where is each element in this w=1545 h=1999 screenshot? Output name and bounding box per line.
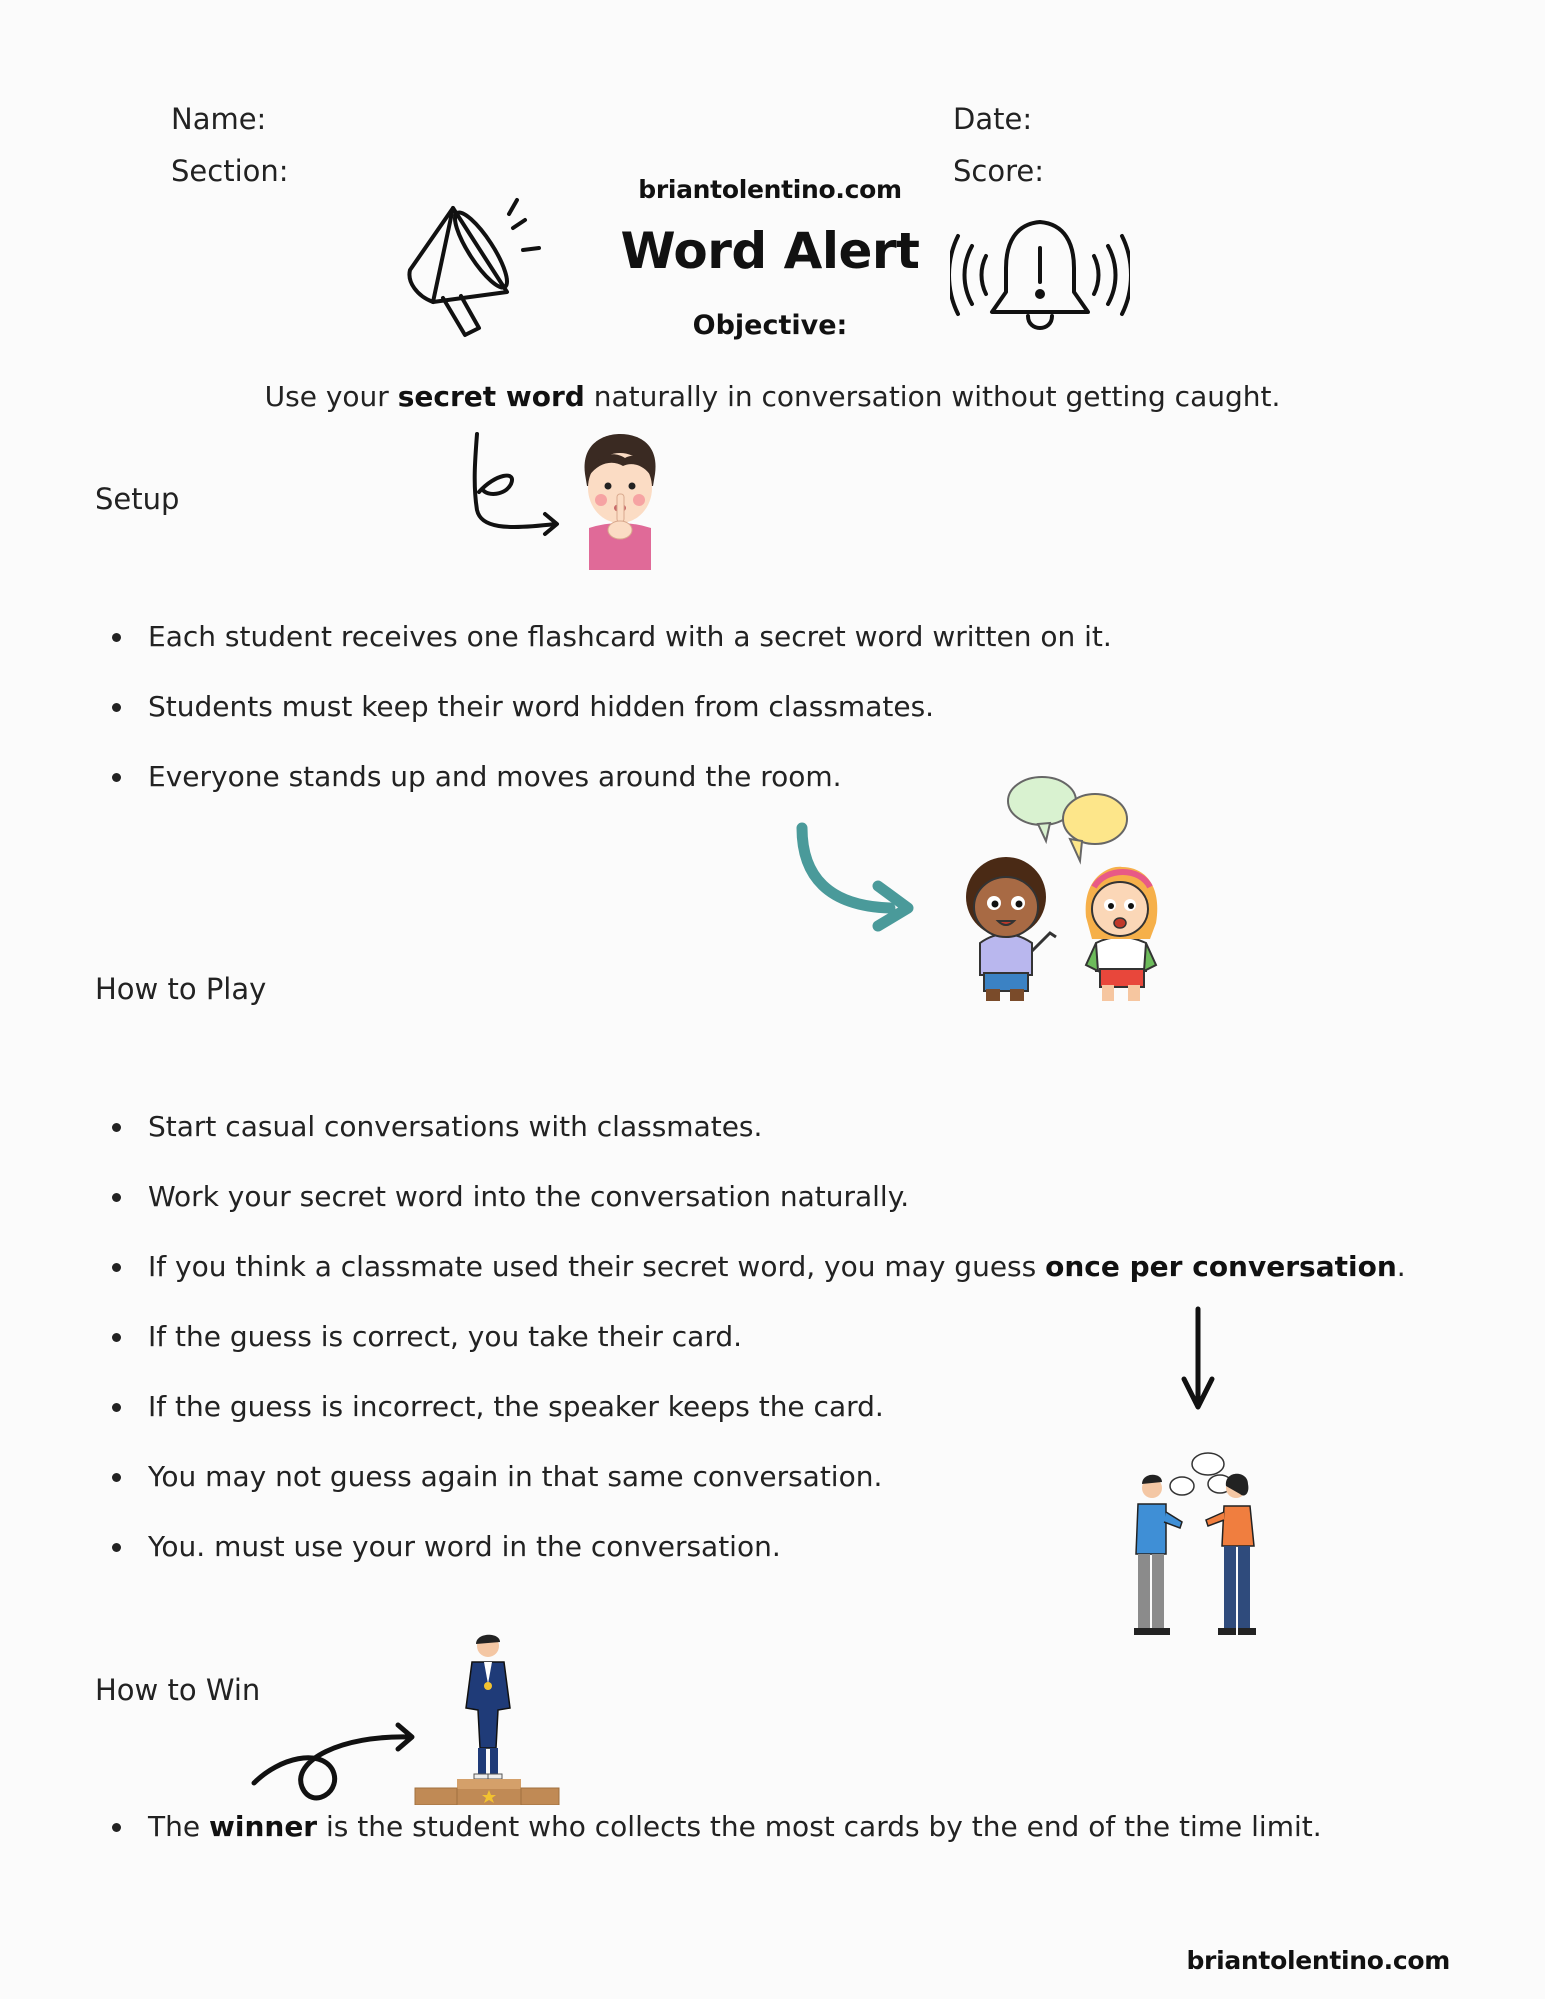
name-label: Name: bbox=[171, 102, 267, 136]
objective-heading: Objective: bbox=[692, 310, 848, 341]
podium-winner-illustration bbox=[412, 1630, 562, 1805]
objective-text bbox=[0, 380, 1545, 413]
down-arrow-icon bbox=[1178, 1305, 1218, 1415]
site-name: briantolentino.com bbox=[638, 175, 902, 204]
curly-arrow-icon bbox=[465, 430, 565, 540]
talking-adults-illustration bbox=[1120, 1450, 1270, 1640]
objective-bold: secret word bbox=[397, 380, 585, 413]
list-item: You. must use your word in the conversation. bbox=[100, 1530, 1406, 1600]
shushing-girl-illustration bbox=[565, 430, 675, 570]
list-item: If the guess is correct, you take their card. bbox=[100, 1320, 1406, 1390]
list-item: Everyone stands up and moves around the room. bbox=[100, 760, 1112, 830]
win-text-pre: The bbox=[148, 1810, 209, 1843]
score-label: Score: bbox=[953, 154, 1044, 188]
list-item: You may not guess again in that same conversation. bbox=[100, 1460, 1406, 1530]
list-item: If the guess is incorrect, the speaker keeps the card. bbox=[100, 1390, 1406, 1460]
page-title: Word Alert bbox=[620, 222, 920, 280]
loop-arrow-icon bbox=[250, 1715, 420, 1805]
how-to-win-list bbox=[100, 1810, 1322, 1880]
list-item-bold: once per conversation bbox=[1045, 1250, 1397, 1283]
objective-pre: Use your bbox=[264, 380, 398, 413]
objective-post: naturally in conversation without getting caught. bbox=[584, 380, 1281, 413]
list-item-text: If you think a classmate used their secret word, you may guess bbox=[148, 1250, 1046, 1283]
list-item: Work your secret word into the conversation naturally. bbox=[100, 1180, 1406, 1250]
setup-heading: Setup bbox=[95, 482, 180, 516]
list-item: Each student receives one flashcard with a secret word written on it. bbox=[100, 620, 1112, 690]
win-text-bold: winner bbox=[208, 1810, 318, 1843]
how-to-play-heading: How to Play bbox=[95, 972, 267, 1006]
list-item: Start casual conversations with classmates. bbox=[100, 1110, 1406, 1180]
list-item: Students must keep their word hidden from classmates. bbox=[100, 690, 1112, 760]
win-text-post: is the student who collects the most cards by the end of the time limit. bbox=[317, 1810, 1322, 1843]
alarm-bell-icon bbox=[950, 212, 1130, 347]
teal-arrow-icon bbox=[790, 820, 925, 935]
talking-kids-illustration bbox=[950, 775, 1190, 1005]
how-to-win-heading: How to Win bbox=[95, 1673, 261, 1707]
date-label: Date: bbox=[953, 102, 1033, 136]
list-item bbox=[100, 1810, 1322, 1880]
megaphone-icon bbox=[395, 190, 555, 340]
footer-site: briantolentino.com bbox=[1186, 1946, 1450, 1975]
list-item-end: . bbox=[1396, 1250, 1406, 1283]
section-label: Section: bbox=[171, 154, 289, 188]
